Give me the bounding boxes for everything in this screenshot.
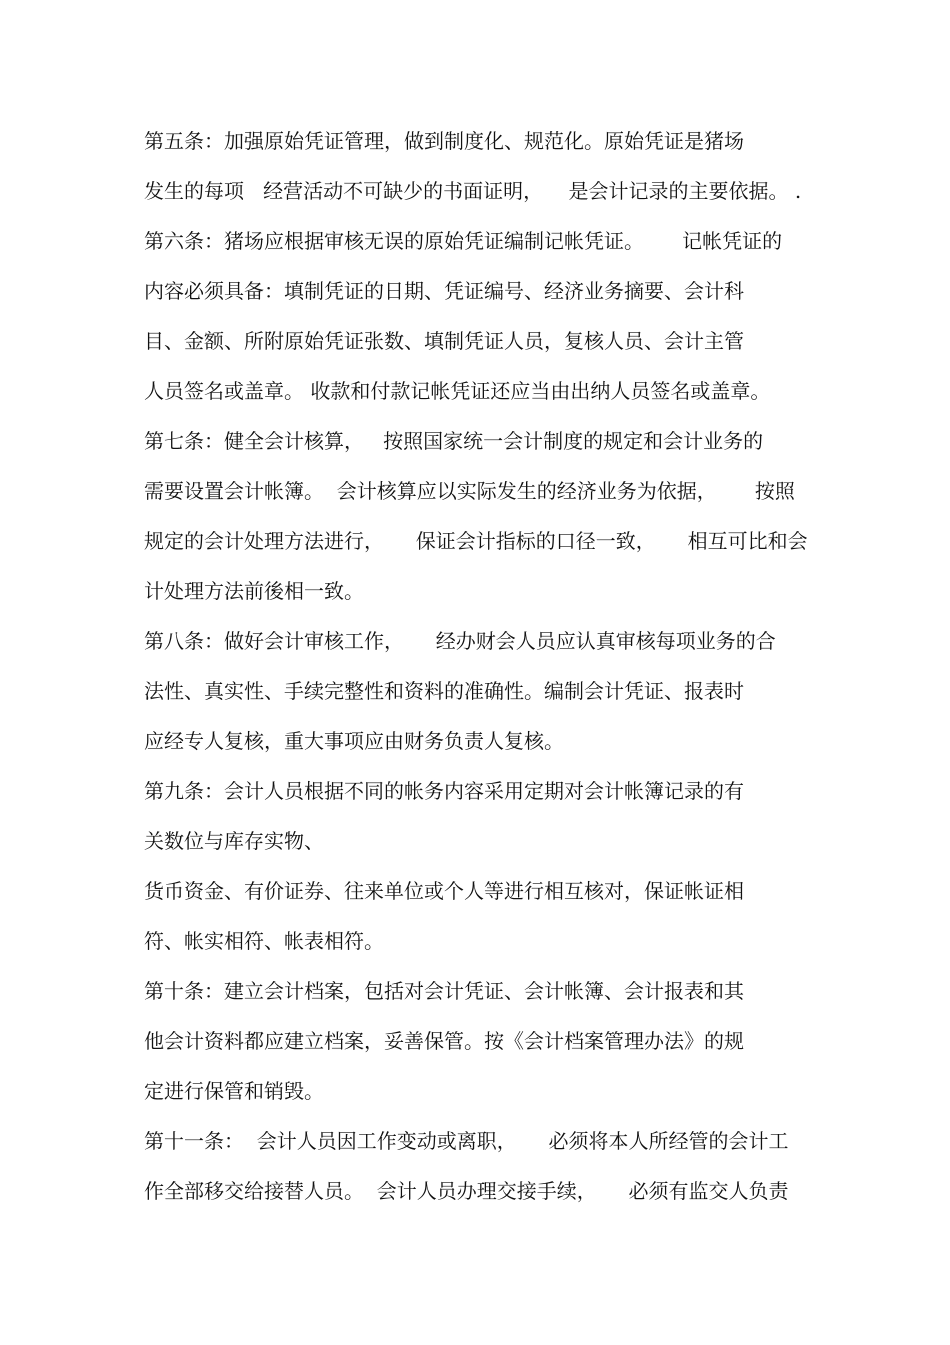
document-body	[144, 123, 864, 1223]
text-line: 目、金额、所附原始凭证张数、填制凭证人员，复核人员、会计主管	[144, 329, 744, 353]
text-line: 第十一条： 会计人员因工作变动或离职， 必须将本人所经管的会计工	[144, 1129, 789, 1153]
text-line: 第七条：健全会计核算， 按照国家统一会计制度的规定和会计业务的	[144, 429, 764, 453]
text-line: 第九条：会计人员根据不同的帐务内容采用定期对会计帐簿记录的有	[144, 779, 744, 803]
text-line: 第六条：猪场应根据审核无误的原始凭证编制记帐凭证。 记帐凭证的	[144, 229, 783, 253]
text-line: 需要设置会计帐簿。 会计核算应以实际发生的经济业务为依据， 按照	[144, 479, 795, 503]
text-line: 第五条：加强原始凭证管理，做到制度化、规范化。原始凭证是猪场	[144, 129, 744, 153]
text-line: 应经专人复核，重大事项应由财务负责人复核。	[144, 729, 564, 753]
text-line: 第十条：建立会计档案，包括对会计凭证、会计帐簿、会计报表和其	[144, 979, 744, 1003]
text-line: 计处理方法前後相一致。	[144, 579, 364, 603]
text-line: 定进行保管和销毁。	[144, 1079, 324, 1103]
text-line: 人员签名或盖章。 收款和付款记帐凭证还应当由出纳人员签名或盖章。	[144, 379, 771, 403]
text-line: 他会计资料都应建立档案，妥善保管。按《会计档案管理办法》的规	[144, 1029, 744, 1053]
text-line: 符、帐实相符、帐表相符。	[144, 929, 384, 953]
text-line: 作全部移交给接替人员。 会计人员办理交接手续， 必须有监交人负责	[144, 1179, 789, 1203]
text-line: 内容必须具备：填制凭证的日期、凭证编号、经济业务摘要、会计科	[144, 279, 744, 303]
text-line: 规定的会计处理方法进行， 保证会计指标的口径一致， 相互可比和会	[144, 529, 808, 553]
text-line: 货币资金、有价证券、往来单位或个人等进行相互核对，保证帐证相	[144, 879, 744, 903]
text-line: 发生的每项 经营活动不可缺少的书面证明， 是会计记录的主要依据。 .	[144, 179, 802, 203]
text-line: 关数位与库存实物、	[144, 829, 324, 853]
text-line: 法性、真实性、手续完整性和资料的准确性。编制会计凭证、报表时	[144, 679, 744, 703]
text-line: 第八条：做好会计审核工作， 经办财会人员应认真审核每项业务的合	[144, 629, 776, 653]
